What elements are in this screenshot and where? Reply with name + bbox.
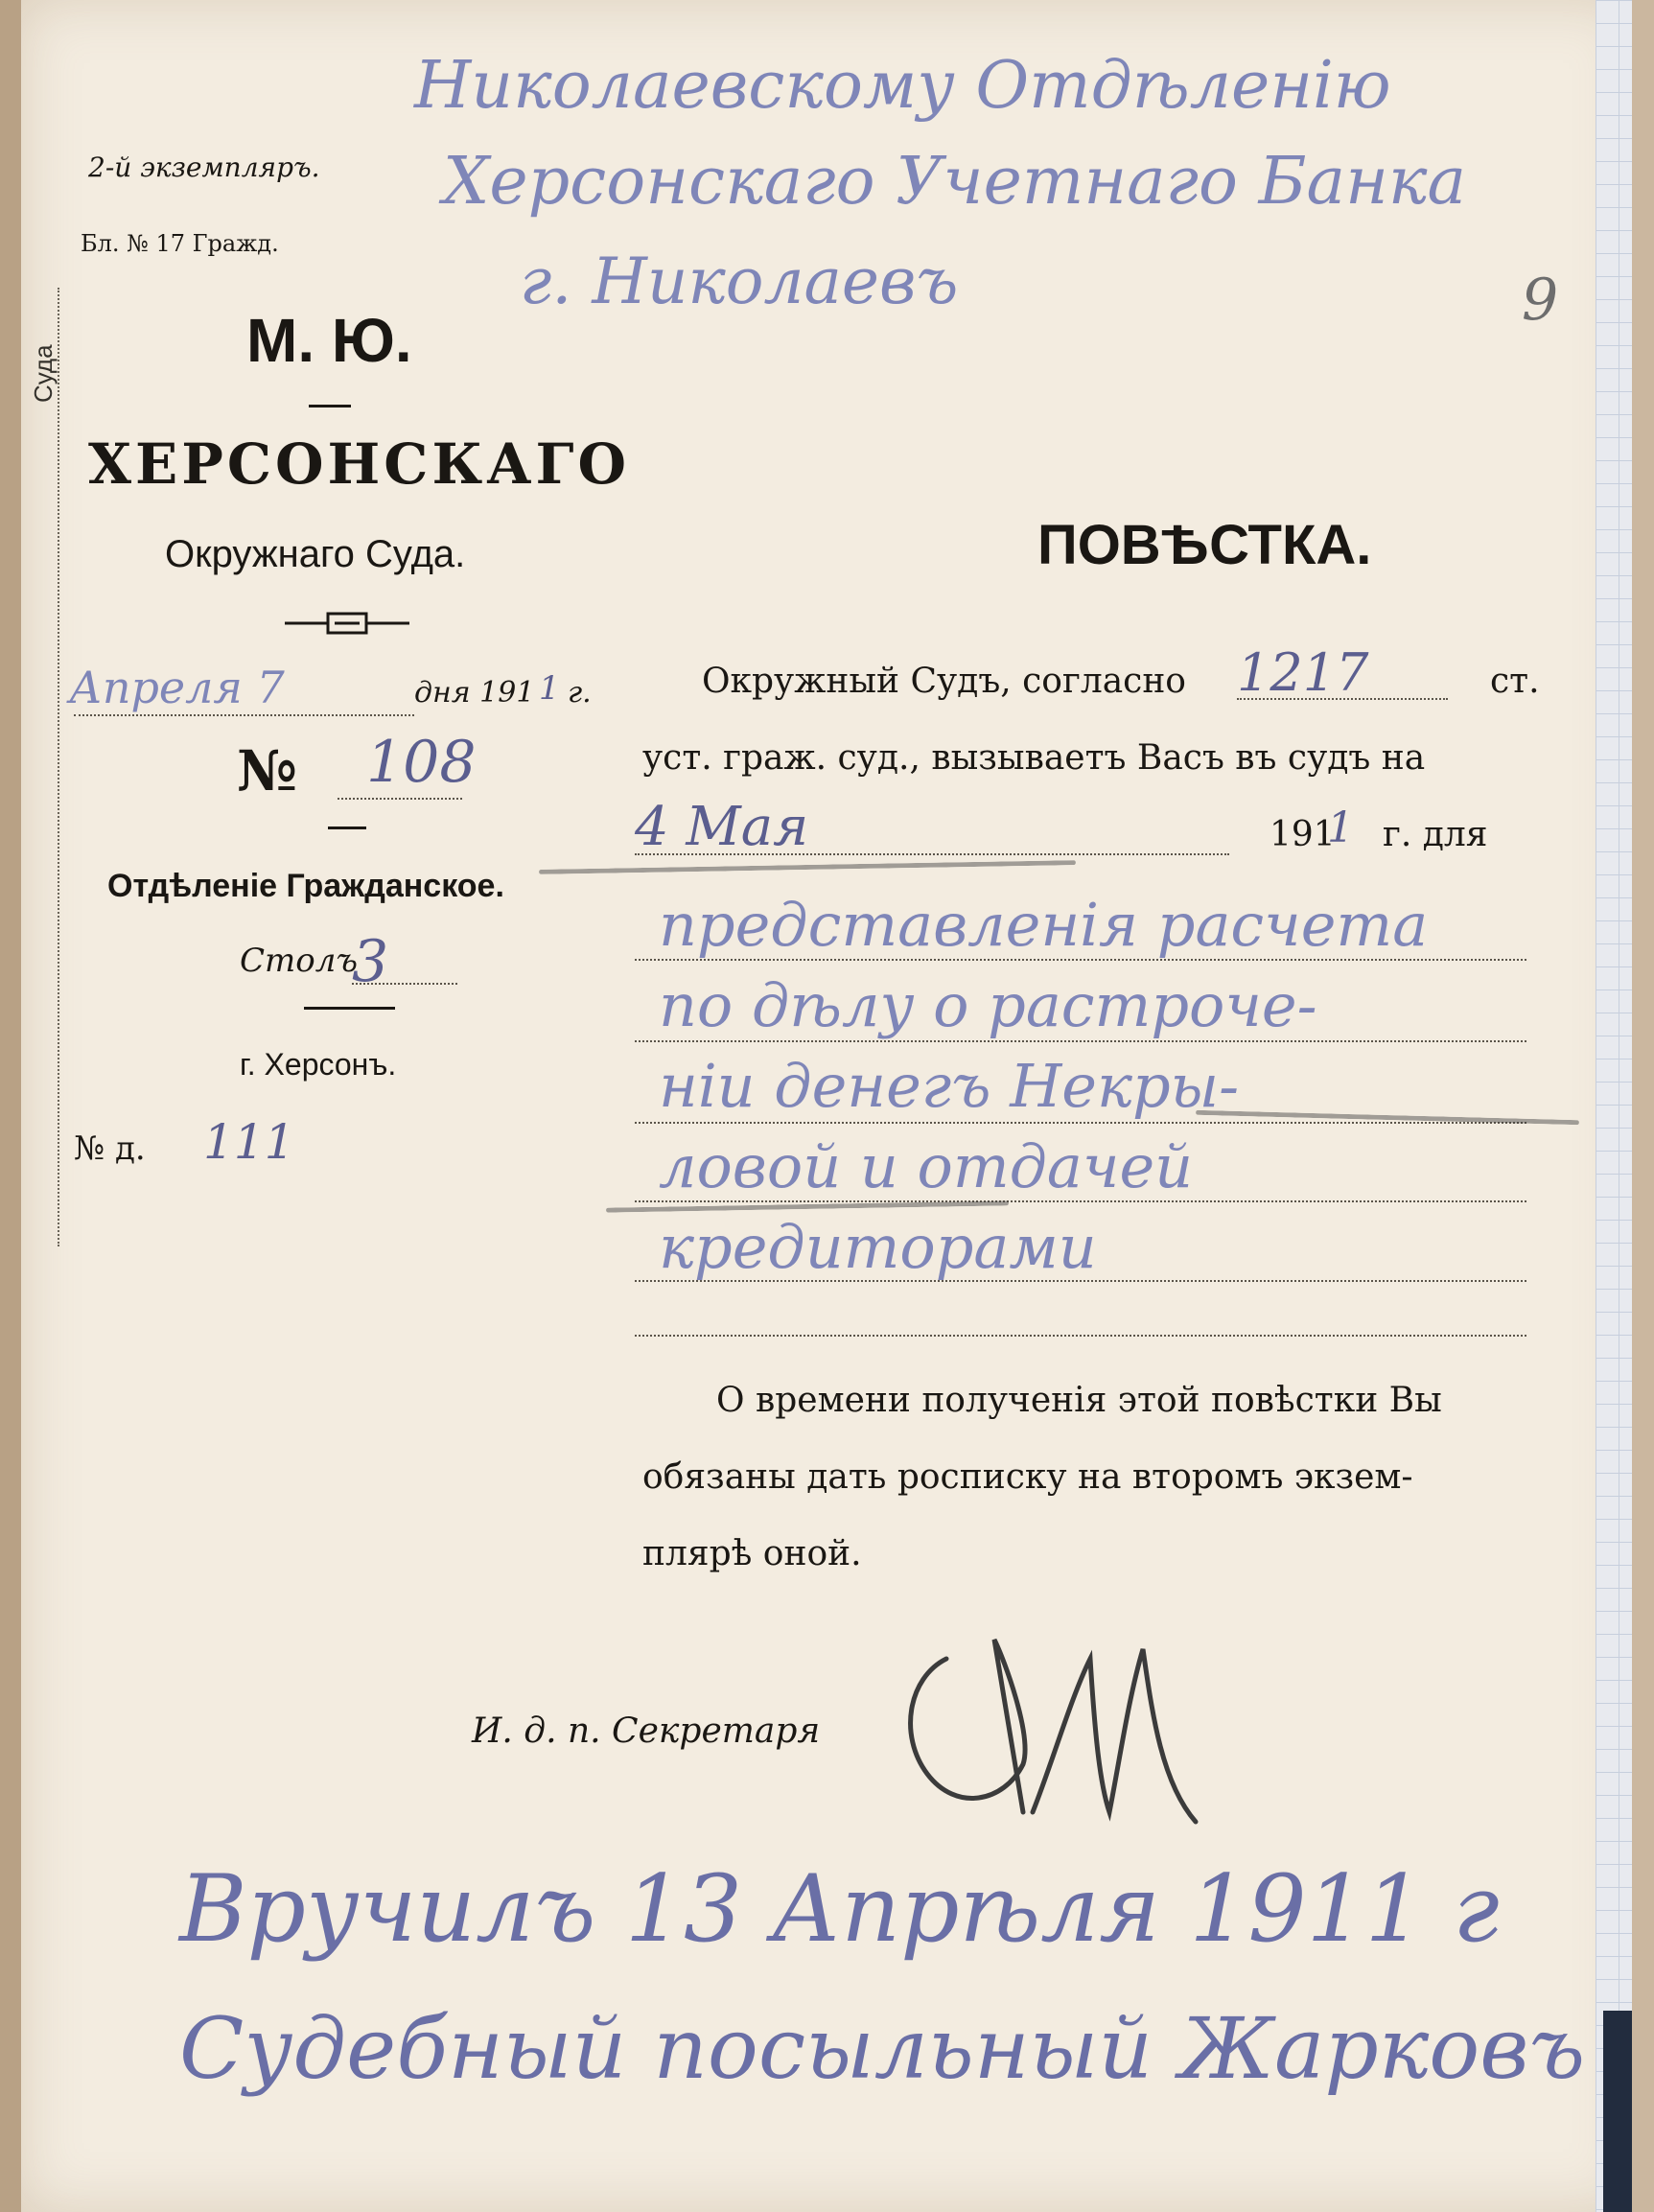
copy-label: 2-й экземпляръ. bbox=[88, 151, 320, 183]
addressee-line-3: г. Николаевъ bbox=[520, 244, 959, 318]
case-value: 111 bbox=[203, 1114, 295, 1170]
table-dotted-line bbox=[352, 983, 457, 985]
purpose-line-2: по дѣлу о растроче- bbox=[659, 970, 1317, 1040]
date-printed: дня 191 bbox=[414, 676, 535, 710]
date-hand: 4 Мая bbox=[635, 796, 809, 858]
purpose-dotted-5 bbox=[635, 1280, 1526, 1282]
number-label: № bbox=[237, 738, 298, 803]
binding-edge bbox=[0, 0, 23, 2212]
date-suffix: г. bbox=[568, 676, 592, 710]
background-corner bbox=[1603, 2011, 1632, 2212]
purpose-line-5: кредиторами bbox=[659, 1212, 1097, 1282]
purpose-line-1: представленія расчета bbox=[659, 890, 1429, 960]
date-year-hand: 1 bbox=[539, 669, 560, 708]
purpose-dotted-1 bbox=[635, 959, 1526, 961]
date-dotted-line-2 bbox=[635, 853, 1229, 855]
para1-end: ст. bbox=[1490, 662, 1540, 701]
table-value: 3 bbox=[352, 928, 389, 995]
purpose-line-3: ніи денегъ Некры- bbox=[659, 1051, 1240, 1121]
divider bbox=[309, 405, 351, 407]
margin-dotted-rule bbox=[58, 288, 59, 1246]
secretary-label: И. д. п. Секретаря bbox=[472, 1711, 821, 1751]
summons-page bbox=[21, 0, 1632, 2212]
addressee-line-2: Херсонскаго Учетнаго Банка bbox=[443, 144, 1467, 220]
page-number: 9 bbox=[1522, 267, 1559, 334]
summons-title: ПОВѢСТКА. bbox=[1037, 514, 1372, 576]
department: Отдѣленіе Гражданское. bbox=[107, 868, 504, 904]
purpose-dotted-2 bbox=[635, 1040, 1526, 1042]
for-label: г. для bbox=[1383, 815, 1488, 854]
case-label: № д. bbox=[74, 1129, 146, 1168]
purpose-line-4: ловой и отдачей bbox=[659, 1131, 1194, 1201]
notice-line-3: плярѣ оной. bbox=[642, 1534, 862, 1573]
number-dotted-line bbox=[338, 798, 462, 800]
para1-start: Окружный Судъ, согласно bbox=[702, 662, 1186, 701]
footer-line-2: Судебный посыльный Жарковъ bbox=[179, 1999, 1586, 2098]
notice-line-2: обязаны дать росписку на второмъ экзем- bbox=[642, 1457, 1413, 1497]
form-number: Бл. № 17 Гражд. bbox=[81, 230, 279, 257]
court-type: Окружнаго Суда. bbox=[165, 533, 466, 575]
divider bbox=[304, 1007, 395, 1010]
date-dotted-line bbox=[74, 714, 414, 716]
secretary-signature bbox=[889, 1620, 1205, 1841]
article-hand: 1217 bbox=[1237, 642, 1369, 703]
purpose-dotted-6 bbox=[635, 1335, 1526, 1337]
para-line-2: уст. граж. суд., вызываетъ Васъ въ судъ на bbox=[642, 738, 1426, 778]
purpose-dotted-3 bbox=[635, 1122, 1526, 1124]
number-value: 108 bbox=[366, 729, 477, 796]
notice-line-1: О времени полученія этой повѣстки Вы bbox=[716, 1381, 1442, 1420]
ornament-divider bbox=[285, 606, 409, 640]
date-handwritten: Апреля 7 bbox=[69, 662, 285, 713]
graph-paper-edge bbox=[1596, 0, 1632, 2212]
ministry-initials: М. Ю. bbox=[246, 306, 412, 375]
divider bbox=[328, 827, 366, 829]
addressee-line-1: Николаевскому Отдѣленію bbox=[414, 48, 1391, 124]
article-dotted-line bbox=[1237, 698, 1448, 700]
purpose-dotted-4 bbox=[635, 1200, 1526, 1202]
margin-note: Суда bbox=[29, 344, 58, 403]
footer-line-1: Вручилъ 13 Апрѣля 1911 г bbox=[179, 1855, 1500, 1963]
table-label: Столъ bbox=[240, 942, 359, 980]
pencil-underline bbox=[606, 1200, 1009, 1212]
city: г. Херсонъ. bbox=[240, 1047, 397, 1082]
year-hand: 1 bbox=[1327, 803, 1354, 852]
pencil-underline bbox=[539, 860, 1076, 874]
court-name: ХЕРСОНСКАГО bbox=[88, 431, 631, 497]
year-printed: 191 bbox=[1270, 815, 1336, 854]
